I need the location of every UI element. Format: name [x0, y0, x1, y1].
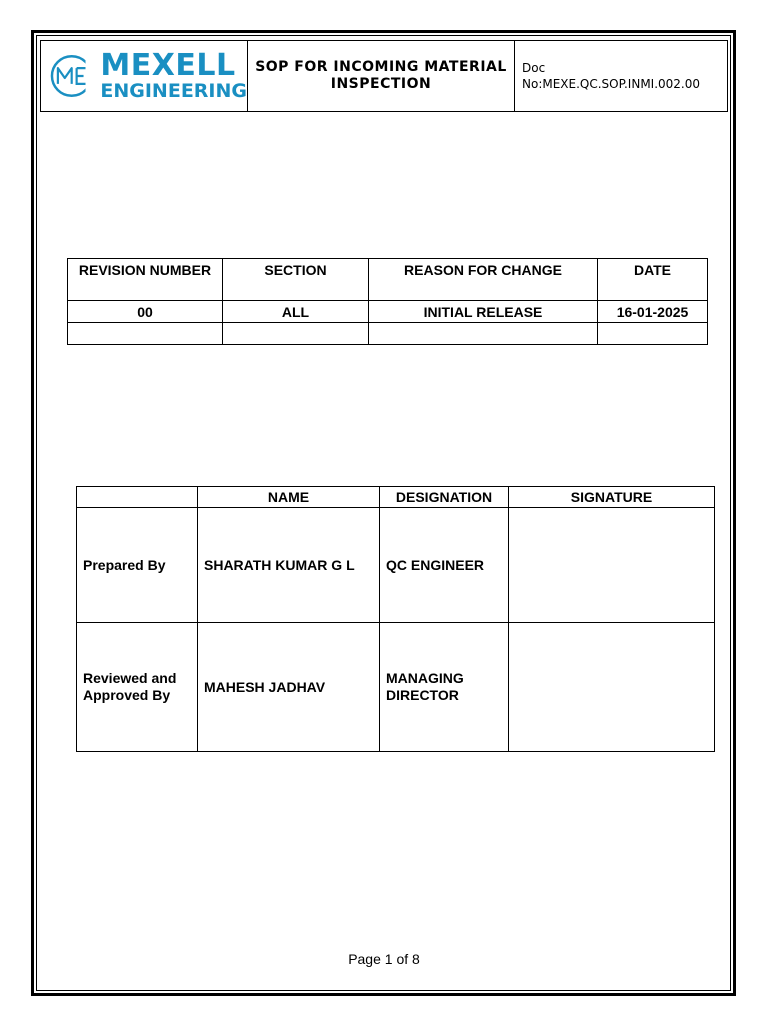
approval-table — [76, 486, 715, 752]
revision-table — [67, 258, 708, 345]
approval-header-row — [77, 487, 715, 508]
doc-number-cell — [515, 41, 728, 112]
name-cell: MAHESH JADHAV — [198, 623, 380, 752]
table-row — [77, 623, 715, 752]
designation-cell: QC ENGINEER — [380, 508, 509, 623]
role-cell: Prepared By — [77, 508, 198, 623]
column-header: DATE — [598, 259, 708, 301]
company-logo — [41, 48, 247, 102]
logo-mark-icon — [49, 53, 94, 99]
title-cell — [248, 41, 515, 112]
document-header — [40, 40, 728, 112]
signature-cell — [509, 623, 715, 752]
signature-cell — [509, 508, 715, 623]
page-number: Page 1 of 8 — [348, 951, 420, 967]
designation-cell: MANAGING DIRECTOR — [380, 623, 509, 752]
table-row — [77, 508, 715, 623]
column-header: SECTION — [223, 259, 369, 301]
column-header: NAME — [198, 487, 380, 508]
doc-number-label: Doc — [522, 61, 546, 75]
role-cell: Reviewed and Approved By — [77, 623, 198, 752]
revision-header-row — [68, 259, 708, 301]
table-row — [68, 323, 708, 345]
logo-company-subtitle: ENGINEERING — [100, 80, 247, 102]
doc-number-value: No:MEXE.QC.SOP.INMI.002.00 — [522, 77, 701, 91]
logo-company-name: MEXELL — [100, 48, 236, 83]
revision-number-cell — [68, 323, 223, 345]
document-title: SOP FOR INCOMING MATERIAL INSPECTION — [255, 59, 507, 92]
table-row — [68, 301, 708, 323]
reason-cell: INITIAL RELEASE — [369, 301, 598, 323]
column-header: REASON FOR CHANGE — [369, 259, 598, 301]
name-cell: SHARATH KUMAR G L — [198, 508, 380, 623]
column-header: SIGNATURE — [509, 487, 715, 508]
column-header — [77, 487, 198, 508]
section-cell — [223, 323, 369, 345]
revision-number-cell: 00 — [68, 301, 223, 323]
column-header: DESIGNATION — [380, 487, 509, 508]
section-cell: ALL — [223, 301, 369, 323]
column-header: REVISION NUMBER — [68, 259, 223, 301]
date-cell — [598, 323, 708, 345]
reason-cell — [369, 323, 598, 345]
date-cell: 16-01-2025 — [598, 301, 708, 323]
logo-cell — [41, 41, 248, 112]
